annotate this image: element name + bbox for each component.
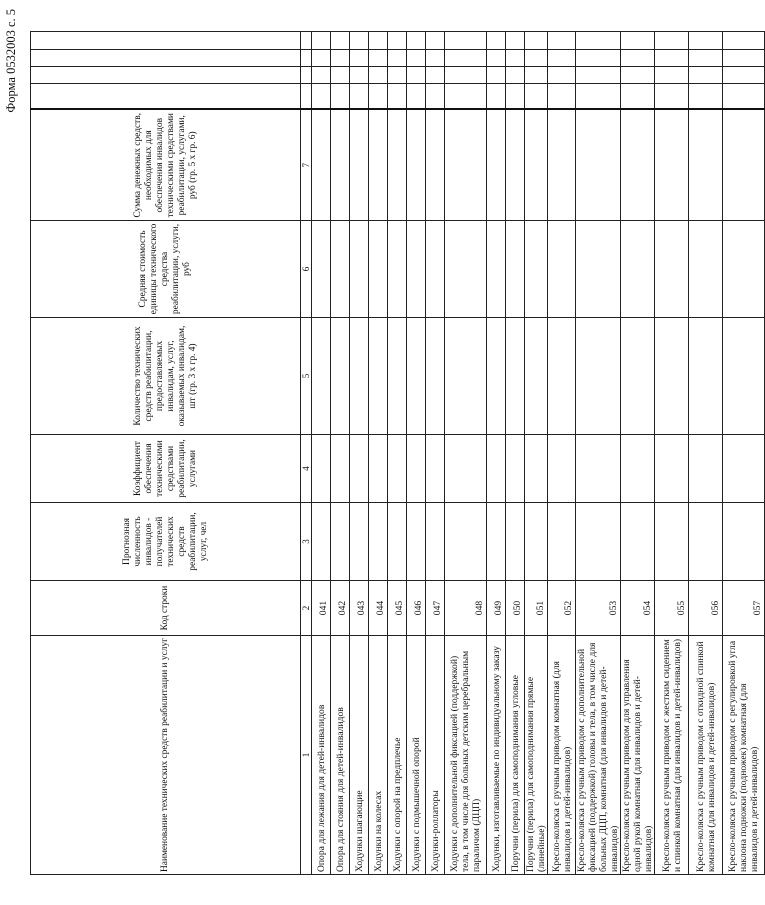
empty-cell[interactable] <box>506 221 525 318</box>
empty-cell[interactable] <box>689 67 723 84</box>
empty-cell[interactable] <box>525 503 548 581</box>
empty-cell[interactable] <box>689 110 723 221</box>
empty-cell[interactable] <box>723 32 765 50</box>
empty-cell[interactable] <box>576 435 621 503</box>
empty-cell[interactable] <box>506 435 525 503</box>
empty-cell[interactable] <box>426 221 445 318</box>
empty-cell[interactable] <box>445 221 487 318</box>
empty-cell[interactable] <box>723 503 765 581</box>
empty-cell[interactable] <box>350 110 369 221</box>
empty-cell[interactable] <box>655 67 689 84</box>
empty-cell[interactable] <box>621 221 655 318</box>
empty-cell[interactable] <box>407 503 426 581</box>
empty-cell[interactable] <box>576 50 621 67</box>
empty-cell[interactable] <box>621 32 655 50</box>
empty-cell[interactable] <box>331 84 350 110</box>
empty-cell[interactable] <box>388 318 407 435</box>
empty-cell[interactable] <box>525 67 548 84</box>
empty-cell[interactable] <box>312 84 331 110</box>
empty-cell[interactable] <box>388 50 407 67</box>
row-name: Ходунки шагающие <box>350 636 369 875</box>
table-row <box>525 32 548 875</box>
table-row <box>407 32 426 875</box>
empty-cell[interactable] <box>506 110 525 221</box>
empty-cell[interactable] <box>388 435 407 503</box>
empty-cell[interactable] <box>487 67 506 84</box>
table-row <box>350 32 369 875</box>
empty-cell[interactable] <box>548 110 576 221</box>
row-name: Ходунки-роллаторы <box>426 636 445 875</box>
empty-cell[interactable] <box>426 318 445 435</box>
empty-cell[interactable] <box>388 110 407 221</box>
empty-cell[interactable] <box>350 32 369 50</box>
table-row <box>548 32 576 875</box>
empty-cell[interactable] <box>369 50 388 67</box>
empty-cell[interactable] <box>369 221 388 318</box>
row-name: Кресло-коляска с ручным приводом с дополнительной фиксацией (поддержкой) головы и тела, в том числе для больных ДЦП, комнатная (для инвалидов и детей-инвалидов) <box>576 636 621 875</box>
empty-cell[interactable] <box>487 110 506 221</box>
empty-cell[interactable] <box>312 503 331 581</box>
empty-cell[interactable] <box>331 32 350 50</box>
empty-cell[interactable] <box>525 221 548 318</box>
empty-cell[interactable] <box>331 503 350 581</box>
row-code: 053 <box>576 581 621 636</box>
empty-cell[interactable] <box>445 503 487 581</box>
empty-cell[interactable] <box>331 110 350 221</box>
empty-cell[interactable] <box>487 84 506 110</box>
empty-cell[interactable] <box>621 110 655 221</box>
table-row <box>445 32 487 875</box>
empty-cell[interactable] <box>655 110 689 221</box>
empty-cell[interactable] <box>525 110 548 221</box>
empty-cell[interactable] <box>525 435 548 503</box>
empty-cell[interactable] <box>312 32 331 50</box>
empty-cell[interactable] <box>487 50 506 67</box>
empty-cell[interactable] <box>506 318 525 435</box>
empty-cell[interactable] <box>369 435 388 503</box>
table-row <box>369 32 388 875</box>
row-code: 046 <box>407 581 426 636</box>
empty-cell[interactable] <box>426 67 445 84</box>
empty-cell[interactable] <box>388 221 407 318</box>
row-code: 041 <box>312 581 331 636</box>
empty-cell[interactable] <box>331 67 350 84</box>
header-col-5: Количество технических средств реабилитации, предоставляемых инвалидам, услуг, оказываемых инвалидам, шт (гр. 3 х гр. 4) <box>31 318 301 435</box>
extra-col <box>31 50 301 67</box>
empty-cell[interactable] <box>369 110 388 221</box>
row-name: Ходунки с дополнительной фиксацией (поддержкой) тела, в том числе для больных детским церебральным параличом (ДЦП) <box>445 636 487 875</box>
extra-col <box>31 84 301 110</box>
empty-cell[interactable] <box>576 318 621 435</box>
empty-cell[interactable] <box>525 84 548 110</box>
empty-cell[interactable] <box>331 435 350 503</box>
empty-cell[interactable] <box>548 318 576 435</box>
empty-cell[interactable] <box>331 318 350 435</box>
row-code: 055 <box>655 581 689 636</box>
empty-cell[interactable] <box>350 50 369 67</box>
row-name: Ходунки с опорой на предплечье <box>388 636 407 875</box>
empty-cell[interactable] <box>506 32 525 50</box>
empty-cell[interactable] <box>487 221 506 318</box>
form-number: Форма 0532003 с. 5 <box>4 9 18 113</box>
row-name: Опора для лежания для детей-инвалидов <box>312 636 331 875</box>
empty-cell[interactable] <box>689 503 723 581</box>
empty-cell[interactable] <box>487 32 506 50</box>
empty-cell[interactable] <box>426 503 445 581</box>
empty-cell[interactable] <box>312 110 331 221</box>
empty-cell[interactable] <box>548 435 576 503</box>
empty-cell[interactable] <box>331 221 350 318</box>
empty-cell[interactable] <box>445 32 487 50</box>
empty-cell[interactable] <box>655 32 689 50</box>
empty-cell[interactable] <box>407 221 426 318</box>
empty-cell[interactable] <box>312 435 331 503</box>
col-number: 4 <box>301 435 312 503</box>
table-row <box>506 32 525 875</box>
table-row <box>621 32 655 875</box>
row-code: 057 <box>723 581 765 636</box>
empty-cell[interactable] <box>445 67 487 84</box>
empty-cell[interactable] <box>350 435 369 503</box>
empty-cell[interactable] <box>407 318 426 435</box>
empty-cell[interactable] <box>407 67 426 84</box>
empty-cell[interactable] <box>723 50 765 67</box>
empty-cell[interactable] <box>388 67 407 84</box>
empty-cell[interactable] <box>621 503 655 581</box>
row-code: 044 <box>369 581 388 636</box>
table-row <box>426 32 445 875</box>
empty-cell[interactable] <box>487 435 506 503</box>
col-number: 3 <box>301 503 312 581</box>
empty-cell[interactable] <box>426 32 445 50</box>
empty-cell[interactable] <box>689 318 723 435</box>
empty-cell[interactable] <box>388 503 407 581</box>
empty-cell[interactable] <box>487 318 506 435</box>
empty-cell[interactable] <box>369 32 388 50</box>
empty-cell[interactable] <box>506 84 525 110</box>
row-code: 043 <box>350 581 369 636</box>
empty-cell[interactable] <box>369 503 388 581</box>
empty-cell[interactable] <box>369 318 388 435</box>
row-name: Поручни (перила) для самоподнимания прямые (линейные) <box>525 636 548 875</box>
extra-col <box>31 67 301 84</box>
header-col-6: Средняя стоимость единицы технического средства реабилитации, услуги, руб <box>31 221 301 318</box>
row-name: Кресло-коляска с ручным приводом для управления одной рукой комнатная (для инвалидов и детей-инвалидов) <box>621 636 655 875</box>
empty-cell[interactable] <box>621 67 655 84</box>
row-code: 052 <box>548 581 576 636</box>
empty-cell[interactable] <box>407 32 426 50</box>
empty-cell[interactable] <box>655 84 689 110</box>
col-number: 2 <box>301 581 312 636</box>
table-row <box>576 32 621 875</box>
row-name: Кресло-коляска с ручным приводом с жестким сидением и спинкой комнатная (для инвалидов и детей-инвалидов) <box>655 636 689 875</box>
empty-cell[interactable] <box>548 67 576 84</box>
empty-cell[interactable] <box>621 318 655 435</box>
table-row <box>312 32 331 875</box>
row-name: Кресло-коляска с ручным приводом комнатная (для инвалидов и детей-инвалидов) <box>548 636 576 875</box>
extra-col <box>31 32 301 50</box>
empty-cell[interactable] <box>576 32 621 50</box>
empty-cell[interactable] <box>548 84 576 110</box>
empty-cell[interactable] <box>312 50 331 67</box>
row-code: 054 <box>621 581 655 636</box>
row-name: Опора для стояния для детей-инвалидов <box>331 636 350 875</box>
empty-cell[interactable] <box>426 110 445 221</box>
empty-cell[interactable] <box>689 32 723 50</box>
table-row <box>723 32 765 875</box>
empty-cell[interactable] <box>621 50 655 67</box>
empty-cell[interactable] <box>548 503 576 581</box>
empty-cell[interactable] <box>506 50 525 67</box>
empty-cell[interactable] <box>445 318 487 435</box>
row-name: Поручни (перила) для самоподнимания угловые <box>506 636 525 875</box>
row-name: Ходунки с подмышечной опорой <box>407 636 426 875</box>
empty-cell[interactable] <box>621 84 655 110</box>
empty-cell[interactable] <box>655 503 689 581</box>
empty-cell[interactable] <box>689 50 723 67</box>
header-col-3: Прогнозная численность инвалидов - получателей технических средств реабилитации, услуг, чел <box>31 503 301 581</box>
empty-cell[interactable] <box>576 84 621 110</box>
empty-cell[interactable] <box>723 110 765 221</box>
empty-cell[interactable] <box>576 503 621 581</box>
row-code: 047 <box>426 581 445 636</box>
table-row <box>331 32 350 875</box>
empty-cell[interactable] <box>407 435 426 503</box>
row-name: Кресло-коляска с ручным приводом с регулировкой угла наклона подножки (подножек) комнатная (для инвалидов и детей-инвалидов) <box>723 636 765 875</box>
empty-cell[interactable] <box>445 84 487 110</box>
empty-cell[interactable] <box>426 84 445 110</box>
empty-cell[interactable] <box>312 318 331 435</box>
empty-cell[interactable] <box>723 84 765 110</box>
empty-cell[interactable] <box>506 67 525 84</box>
empty-cell[interactable] <box>576 110 621 221</box>
empty-cell[interactable] <box>723 67 765 84</box>
empty-cell[interactable] <box>655 221 689 318</box>
row-code: 048 <box>445 581 487 636</box>
empty-cell[interactable] <box>621 435 655 503</box>
empty-cell[interactable] <box>689 84 723 110</box>
header-col-2: Код строки <box>31 581 301 636</box>
empty-cell[interactable] <box>723 221 765 318</box>
table-row <box>388 32 407 875</box>
empty-cell[interactable] <box>445 50 487 67</box>
empty-cell[interactable] <box>723 435 765 503</box>
empty-cell[interactable] <box>487 503 506 581</box>
empty-cell[interactable] <box>388 84 407 110</box>
empty-cell[interactable] <box>445 435 487 503</box>
empty-cell[interactable] <box>689 221 723 318</box>
empty-cell[interactable] <box>655 50 689 67</box>
empty-cell[interactable] <box>426 435 445 503</box>
table-row <box>655 32 689 875</box>
empty-cell[interactable] <box>576 221 621 318</box>
empty-cell[interactable] <box>689 435 723 503</box>
empty-cell[interactable] <box>548 50 576 67</box>
empty-cell[interactable] <box>350 221 369 318</box>
row-code: 051 <box>525 581 548 636</box>
row-name: Ходунки, изготавливаемые по индивидуальному заказу <box>487 636 506 875</box>
empty-cell[interactable] <box>525 318 548 435</box>
row-code: 050 <box>506 581 525 636</box>
col-number: 6 <box>301 221 312 318</box>
empty-cell[interactable] <box>350 67 369 84</box>
table-row <box>689 32 723 875</box>
row-code: 042 <box>331 581 350 636</box>
empty-cell[interactable] <box>388 32 407 50</box>
row-code: 049 <box>487 581 506 636</box>
empty-cell[interactable] <box>655 318 689 435</box>
empty-cell[interactable] <box>350 84 369 110</box>
table-row <box>487 32 506 875</box>
empty-cell[interactable] <box>525 32 548 50</box>
empty-cell[interactable] <box>548 221 576 318</box>
empty-cell[interactable] <box>331 50 350 67</box>
empty-cell[interactable] <box>548 32 576 50</box>
header-col-1: Наименование технических средств реабилитации и услуг <box>31 636 301 875</box>
header-col-4: Коэффициент обеспечения техническими средствами реабилитации, услугами <box>31 435 301 503</box>
empty-cell[interactable] <box>350 318 369 435</box>
col-number: 5 <box>301 318 312 435</box>
empty-cell[interactable] <box>655 435 689 503</box>
row-code: 045 <box>388 581 407 636</box>
empty-cell[interactable] <box>407 84 426 110</box>
row-code: 056 <box>689 581 723 636</box>
empty-cell[interactable] <box>506 503 525 581</box>
empty-cell[interactable] <box>407 110 426 221</box>
rehab-means-table <box>30 31 765 875</box>
empty-cell[interactable] <box>369 84 388 110</box>
empty-cell[interactable] <box>369 67 388 84</box>
empty-cell[interactable] <box>445 110 487 221</box>
empty-cell[interactable] <box>350 503 369 581</box>
empty-cell[interactable] <box>723 318 765 435</box>
row-name: Ходунки на колесах <box>369 636 388 875</box>
empty-cell[interactable] <box>576 67 621 84</box>
empty-cell[interactable] <box>525 50 548 67</box>
empty-cell[interactable] <box>312 67 331 84</box>
col-number: 7 <box>301 110 312 221</box>
empty-cell[interactable] <box>426 50 445 67</box>
empty-cell[interactable] <box>312 221 331 318</box>
empty-cell[interactable] <box>407 50 426 67</box>
col-number: 1 <box>301 636 312 875</box>
header-col-7: Сумма денежных средств, необходимых для обеспечения инвалидов техническими средствами реабилитации, услугами, руб (гр. 5 х гр. 6) <box>31 110 301 221</box>
row-name: Кресло-коляска с ручным приводом с откидной спинкой комнатная (для инвалидов и детей-инвалидов) <box>689 636 723 875</box>
